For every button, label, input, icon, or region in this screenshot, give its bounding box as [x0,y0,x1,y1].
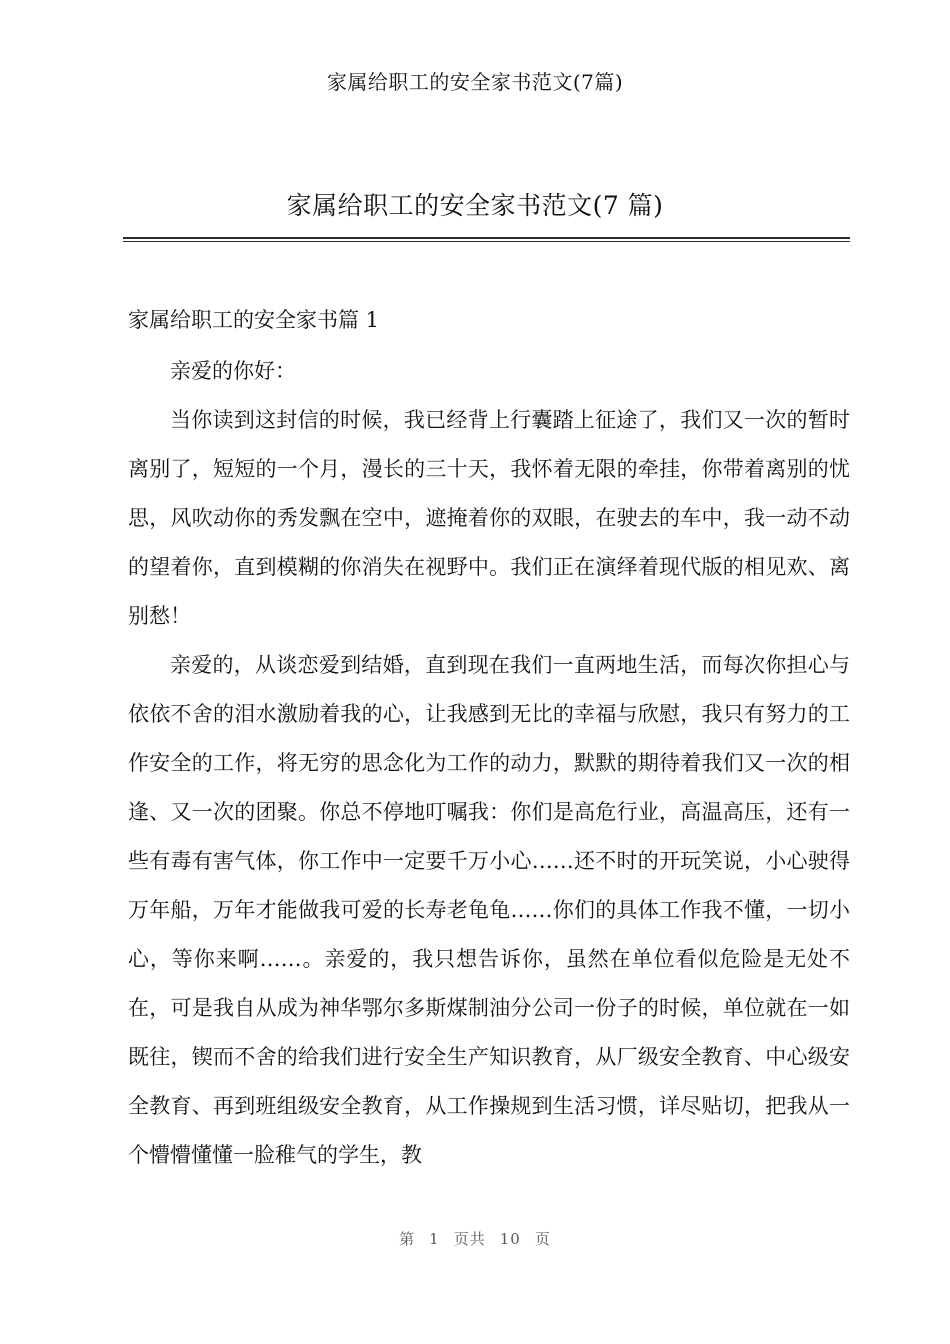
running-header: 家属给职工的安全家书范文(7篇) [326,70,624,94]
page-number: 1 [429,1230,440,1248]
page-word: 第 [399,1230,416,1248]
section-heading: 家属给职工的安全家书篇 1 [128,308,380,332]
paragraph: 当你读到这封信的时候，我已经背上行囊踏上征途了，我们又一次的暂时离别了，短短的一个月，漫长的三十天，我怀着无限的牵挂，你带着离别的忧思，风吹动你的秀发飘在空中，遮掩着你的双眼，在驶去的车中，我一动不动的望着你，直到模糊的你消失在视野中。我们正在演绎着现代版的相见欢、离别愁！ [128,408,850,628]
title-rule-thin [123,241,850,242]
title-rule-thick [123,237,850,239]
paragraph: 亲爱的，从谈恋爱到结婚，直到现在我们一直两地生活，而每次你担心与依依不舍的泪水激励着我的心，让我感到无比的幸福与欣慰，我只有努力的工作安全的工作，将无穷的思念化为工作的动力，默默的期待着我们又一次的相逢、又一次的团聚。你总不停地叮嘱我：你们是高危行业，高温高压，还有一些有毒有害气体，你工作中一定要千万小心……还不时的开玩笑说，小心驶得万年船，万年才能做我可爱的长寿老龟龟……你们的具体工作我不懂，一切小心，等你来啊……。亲爱的，我只想告诉你，虽然在单位看似危险是无处不在，可是我自从成为神华鄂尔多斯煤制油分公司一份子的时候，单位就在一如既往，锲而不舍的给我们进行安全生产知识教育，从厂级安全教育、中心级安全教育、再到班组级安全教育，从工作操规到生活习惯，详尽贴切，把我从一个懵懵懂懂一脸稚气的学生，教 [128,653,850,1167]
salutation: 亲爱的你好： [170,359,296,383]
page-total: 10 [499,1230,521,1248]
page-suffix: 页 [534,1230,551,1248]
document-title: 家属给职工的安全家书范文(7 篇) [286,191,664,220]
letter-body [128,347,850,1180]
page-footer [0,1228,950,1249]
page-total-prefix: 页共 [453,1230,486,1248]
